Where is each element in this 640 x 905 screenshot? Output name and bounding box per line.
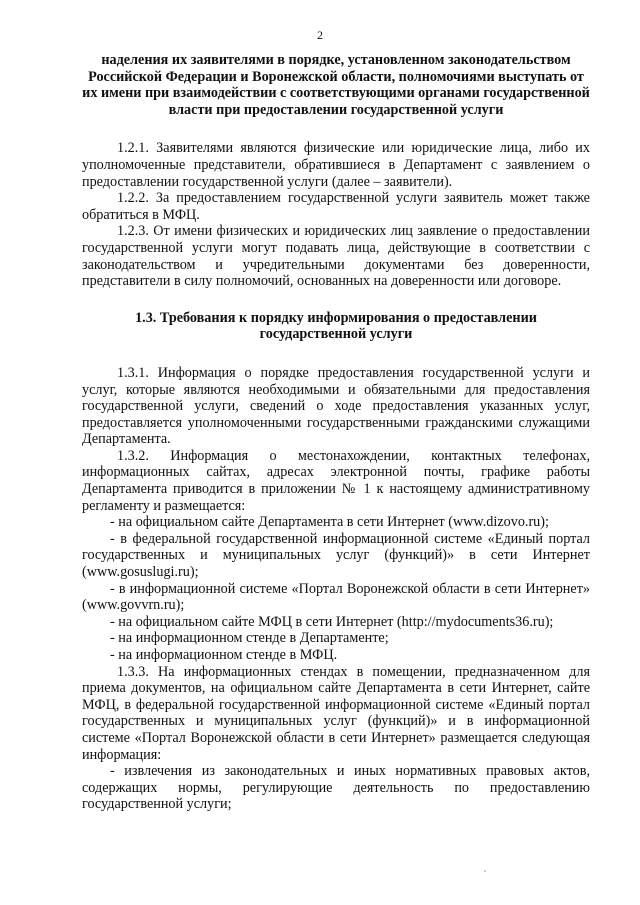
page-number: 2 — [317, 28, 323, 42]
list-item: - в информационной системе «Портал Воронежской области в сети Интернет» (www.govvrn.ru); — [82, 580, 590, 614]
list-item: - в федеральной государственной информационной системе «Единый портал государственных и муниципальных услуг (функций)» в сети Интернет (www.gosuslugi.ru); — [82, 530, 590, 581]
section-heading-1-3: 1.3. Требования к порядку информирования о предоставлении государственной услуги — [135, 309, 537, 343]
paragraph-1-3-2: 1.3.2. Информация о местонахождении, контактных телефонах, информационных сайтах, адресах электронной почты, графике работы Департамента приводится в приложении № 1 к настоящему административному регламенту и размещается: — [82, 447, 590, 514]
list-item: - на информационном стенде в МФЦ. — [110, 647, 338, 663]
section-heading-continued: наделения их заявителями в порядке, установленном законодательством Российской Федерации и Воронежской области, полномочиями выступать от их имени при взаимодействии с соответствующими органами государственной власти при предоставлении государственной услуги — [82, 52, 590, 118]
scan-speck — [484, 870, 486, 872]
page-content — [82, 52, 590, 813]
list-item: - на официальном сайте МФЦ в сети Интернет (http://mydocuments36.ru); — [110, 613, 554, 630]
paragraph-1-2-1: 1.2.1. Заявителями являются физические или юридические лица, либо их уполномоченные представители, обратившиеся в Департамент с заявлением о предоставлении государственной услуги (далее – заявители). — [82, 140, 590, 190]
paragraph-1-3-3: 1.3.3. На информационных стендах в помещении, предназначенном для приема документов, на официальном сайте Департамента в сети Интернет, сайте МФЦ, в федеральной государственной информационной системе «Единый портал государственных и муниципальных услуг (функций)» и в информационной системе «Портал Воронежской области в сети Интернет» размещается следующая информация: — [82, 663, 590, 763]
paragraph-1-2-2: 1.2.2. За предоставлением государственной услуги заявитель может также обратиться в МФЦ. — [82, 190, 590, 223]
list-item: - извлечения из законодательных и иных нормативных правовых актов, содержащих нормы, регулирующие деятельность по предоставлению государственной услуги; — [82, 763, 590, 813]
paragraph-1-3-1: 1.3.1. Информация о порядке предоставления государственной услуги и услуг, которые являются необходимыми и обязательными для предоставления государственной услуги, сведений о ходе предоставления указанных услуг, предоставляется уполномоченными государственными гражданскими служащими Департамента. — [82, 364, 590, 448]
list-item: - на информационном стенде в Департаменте; — [110, 630, 389, 647]
paragraph-1-2-3: 1.2.3. От имени физических и юридических лиц заявление о предоставлении государственной услуги могут подавать лица, действующие в соответствии с законодательством и учредительными документами без доверенности, представители в силу полномочий, основанных на доверенности или договоре. — [82, 223, 590, 290]
list-item: - на официальном сайте Департамента в сети Интернет (www.dizovo.ru); — [110, 514, 549, 531]
